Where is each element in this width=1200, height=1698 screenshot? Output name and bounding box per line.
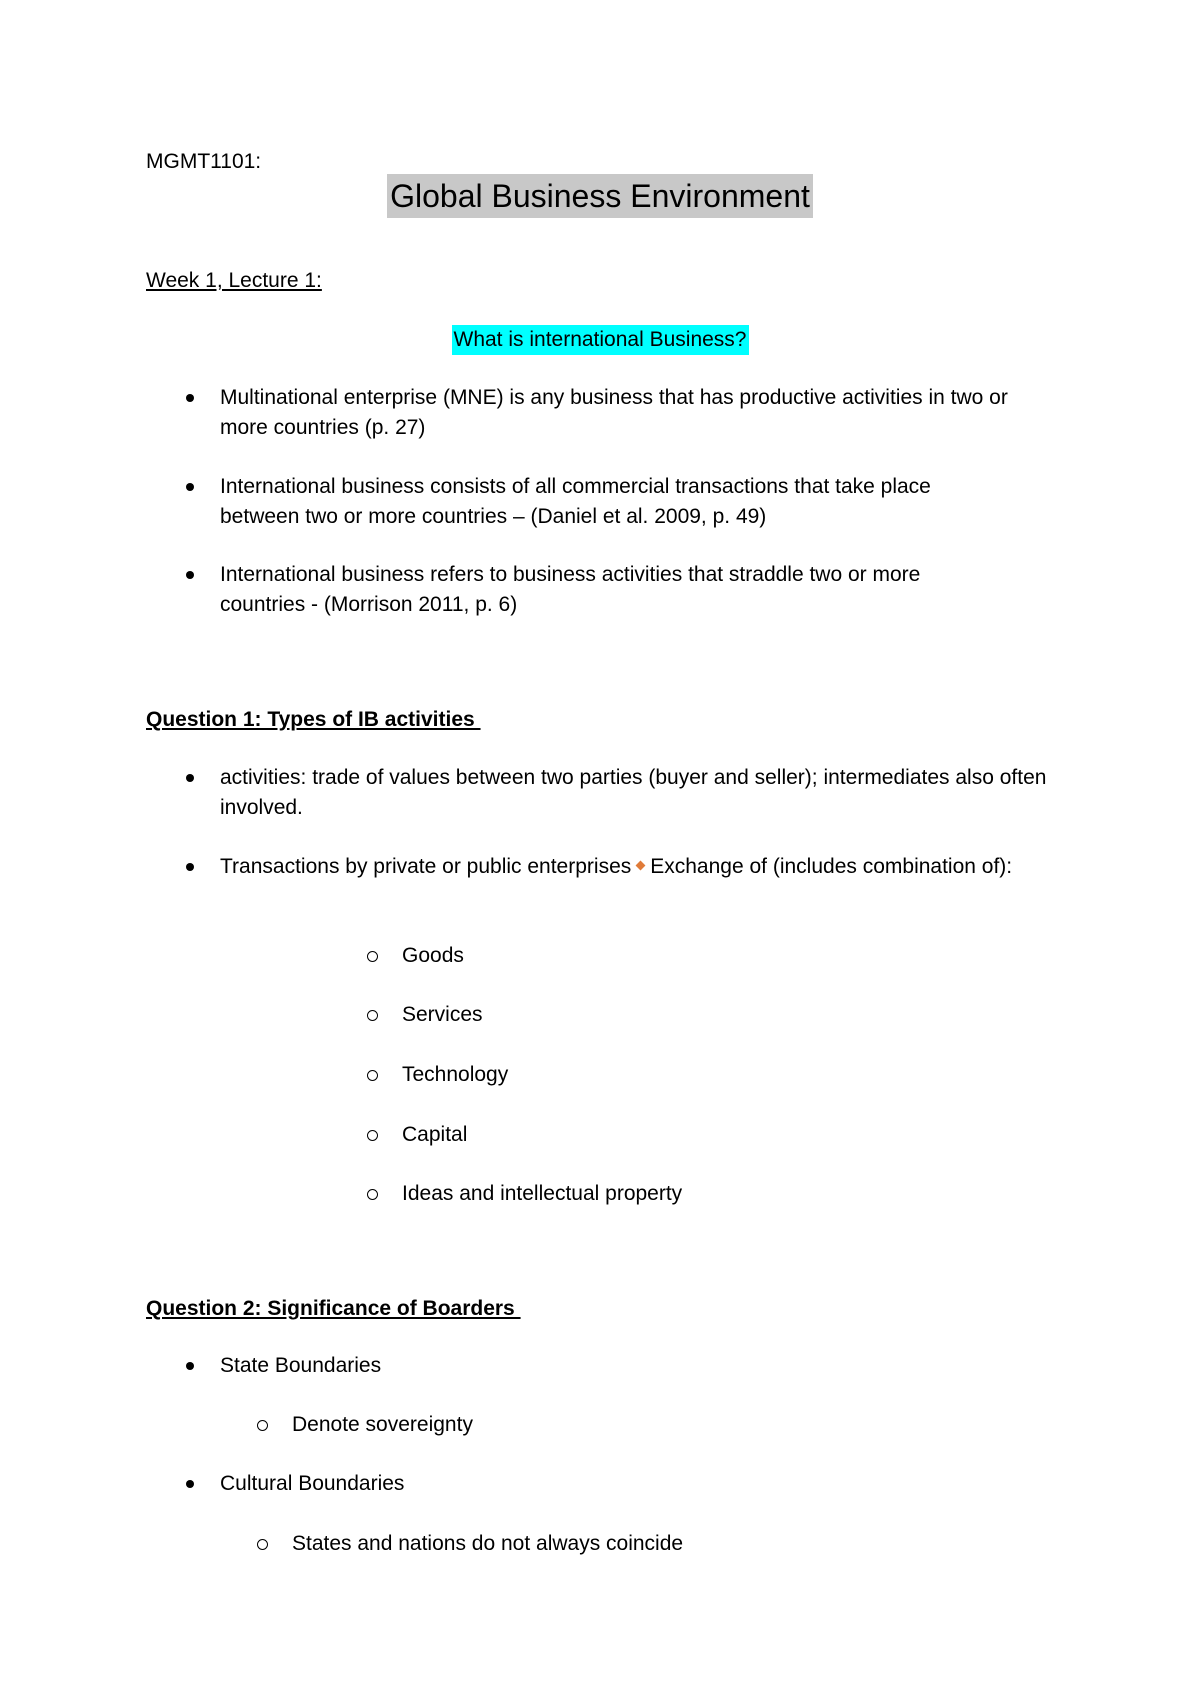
circle-bullet-icon <box>367 1189 378 1200</box>
question-2-heading: Question 2: Significance of Boarders <box>146 1297 521 1320</box>
exchange-item: Ideas and intellectual property <box>402 1182 683 1205</box>
title-container <box>0 174 1200 218</box>
boundary-item: State Boundaries <box>220 1354 382 1377</box>
exchange-item: Technology <box>402 1063 509 1086</box>
exchange-text: Exchange of (includes combination of): <box>650 855 1013 878</box>
exchange-item: Capital <box>402 1123 468 1146</box>
question-heading: What is international Business? <box>452 325 749 355</box>
transactions-text: Transactions by private or public enterprises <box>220 855 632 878</box>
week-heading: Week 1, Lecture 1: <box>146 269 322 292</box>
diamond-icon <box>636 861 646 871</box>
boundary-item: Cultural Boundaries <box>220 1472 405 1495</box>
definition-item: International business consists of all commercial transactions that take place between two or more countries – (Daniel et al. 2009, p. 49) <box>220 475 931 528</box>
bullet-dot-icon <box>186 394 194 402</box>
definition-item: International business refers to business activities that straddle two or more countries - (Morrison 2011, p. 6) <box>220 563 921 616</box>
bullet-dot-icon <box>186 774 194 782</box>
activities-item: activities: trade of values between two parties (buyer and seller); intermediates also often involved. <box>220 766 1047 819</box>
document-title: Global Business Environment <box>387 174 813 218</box>
definition-item: Multinational enterprise (MNE) is any business that has productive activities in two or more countries (p. 27) <box>220 386 1008 439</box>
circle-bullet-icon <box>367 1010 378 1021</box>
transactions-item <box>220 852 1050 882</box>
bullet-dot-icon <box>186 1480 194 1488</box>
question-container <box>0 325 1200 355</box>
bullet-dot-icon <box>186 863 194 871</box>
bullet-dot-icon <box>186 483 194 491</box>
course-code: MGMT1101: <box>146 150 262 173</box>
circle-bullet-icon <box>367 1130 378 1141</box>
exchange-item: Services <box>402 1003 483 1026</box>
circle-bullet-icon <box>367 951 378 962</box>
question-1-heading: Question 1: Types of IB activities <box>146 708 481 731</box>
circle-bullet-icon <box>367 1070 378 1081</box>
exchange-item: Goods <box>402 944 464 967</box>
boundary-subitem: Denote sovereignty <box>292 1413 473 1436</box>
circle-bullet-icon <box>257 1539 268 1550</box>
bullet-dot-icon <box>186 571 194 579</box>
boundary-subitem: States and nations do not always coincide <box>292 1532 684 1555</box>
bullet-dot-icon <box>186 1362 194 1370</box>
circle-bullet-icon <box>257 1420 268 1431</box>
